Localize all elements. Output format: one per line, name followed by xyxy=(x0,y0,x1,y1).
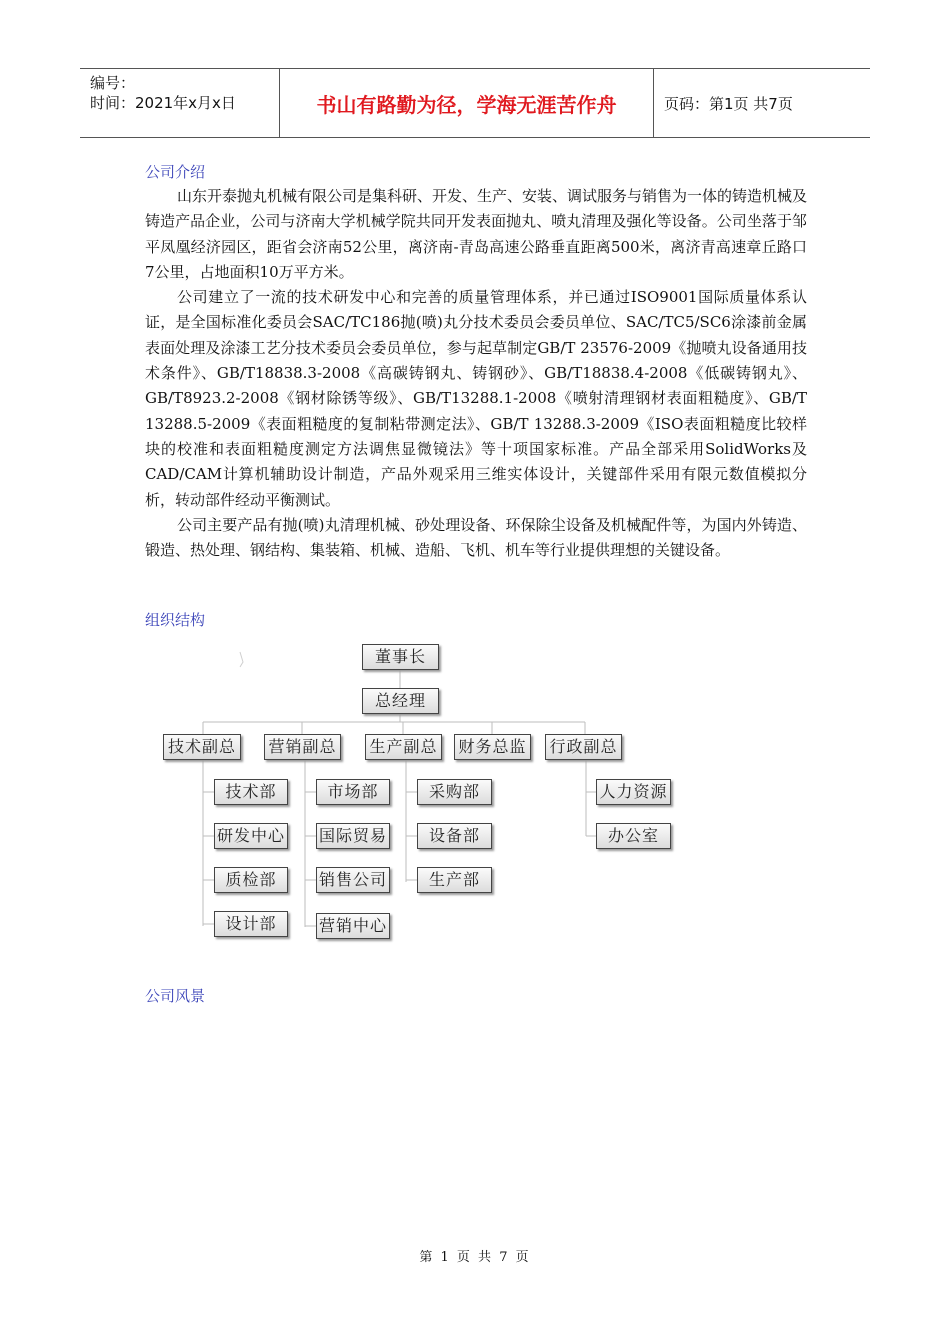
paragraph: 山东开泰抛丸机械有限公司是集科研、开发、生产、安装、调试服务与销售为一体的铸造机械及铸造产品企业，公司与济南大学机械学院共同开发表面抛丸、喷丸清理及强化等设备。公司坐落于邹平凤凰经济园区，距省会济南52公里，离济南-青岛高速公路垂直距离500米，离济青高速章丘路口7公里，占地面积10万平方米。 xyxy=(145,187,808,281)
org-box-office: 办公室 xyxy=(596,823,671,849)
org-box-qc-dept: 质检部 xyxy=(214,867,288,893)
org-box-intl-trade: 国际贸易 xyxy=(316,823,390,849)
time-label: 时间：2021年x月x日 xyxy=(90,94,236,112)
org-box-production-dept: 生产部 xyxy=(417,867,492,893)
org-box-marketing-center: 营销中心 xyxy=(316,913,390,939)
paragraph: 公司建立了一流的技术研发中心和完善的质量管理体系，并已通过ISO9001国际质量体系认证，是全国标准化委员会SAC/TC186抛(喷)丸分技术委员会委员单位、SAC/TC5/SC6涂漆前金属表面处理及涂漆工艺分技术委员会委员单位，参与起草制定GB/T 23576-2009《抛喷丸设备通用技术条件》、GB/T18838.3-2008《高碳铸钢丸、铸钢砂》、GB/T18838.4-2008《低碳铸钢丸》、GB/T8923.2-2008《钢材除锈等级》、GB/T13288.1-2008《喷射清理钢材表面粗糙度》、GB/T 13288.5-2009《表面粗糙度的复制粘带测定法》、GB/T 13288.3-2009《ISO表面粗糙度比较样块的校准和表面粗糙度测定方法调焦显微镜法》等十项国家标准。产品全部采用SolidWorks及CAD/CAM计算机辅助设计制造，产品外观采用三维实体设计，关键部件采用有限元数值模拟分析，转动部件经动平衡测试。 xyxy=(145,288,807,509)
org-box-vice-production: 生产副总 xyxy=(365,734,442,760)
intro-body xyxy=(145,184,807,563)
org-box-vice-marketing: 营销副总 xyxy=(264,734,341,760)
document-header xyxy=(80,68,870,138)
org-box-chairman: 董事长 xyxy=(362,644,439,670)
section-title-org: 组织结构 xyxy=(145,611,206,629)
paragraph: 公司主要产品有抛(喷)丸清理机械、砂处理设备、环保除尘设备及机械配件等，为国内外铸造、锻造、热处理、钢结构、集装箱、机械、造船、飞机、机车等行业提供理想的关键设备。 xyxy=(145,515,807,560)
org-box-design-dept: 设计部 xyxy=(214,911,288,937)
header-page-info: 页码：第1页 共7页 xyxy=(664,94,793,113)
org-box-sales-company: 销售公司 xyxy=(316,867,390,893)
header-motto: 书山有路勤为径，学海无涯苦作舟 xyxy=(280,69,654,137)
number-label: 编号： xyxy=(90,74,136,92)
org-box-market-dept: 市场部 xyxy=(316,779,390,805)
org-box-hr: 人力资源 xyxy=(596,779,671,805)
org-box-vice-admin: 行政副总 xyxy=(545,734,622,760)
org-box-purchasing-dept: 采购部 xyxy=(417,779,492,805)
header-meta xyxy=(80,69,280,137)
org-box-general-manager: 总经理 xyxy=(362,688,439,714)
org-box-rd-center: 研发中心 xyxy=(214,823,288,849)
org-box-finance-director: 财务总监 xyxy=(454,734,531,760)
page-footer: 第 1 页 共 7 页 xyxy=(419,1250,531,1265)
org-box-equipment-dept: 设备部 xyxy=(417,823,492,849)
section-title-scenery: 公司风景 xyxy=(145,987,206,1005)
section-title-intro: 公司介绍 xyxy=(145,163,206,181)
org-box-tech-dept: 技术部 xyxy=(214,779,288,805)
org-box-vice-tech: 技术副总 xyxy=(163,734,241,760)
